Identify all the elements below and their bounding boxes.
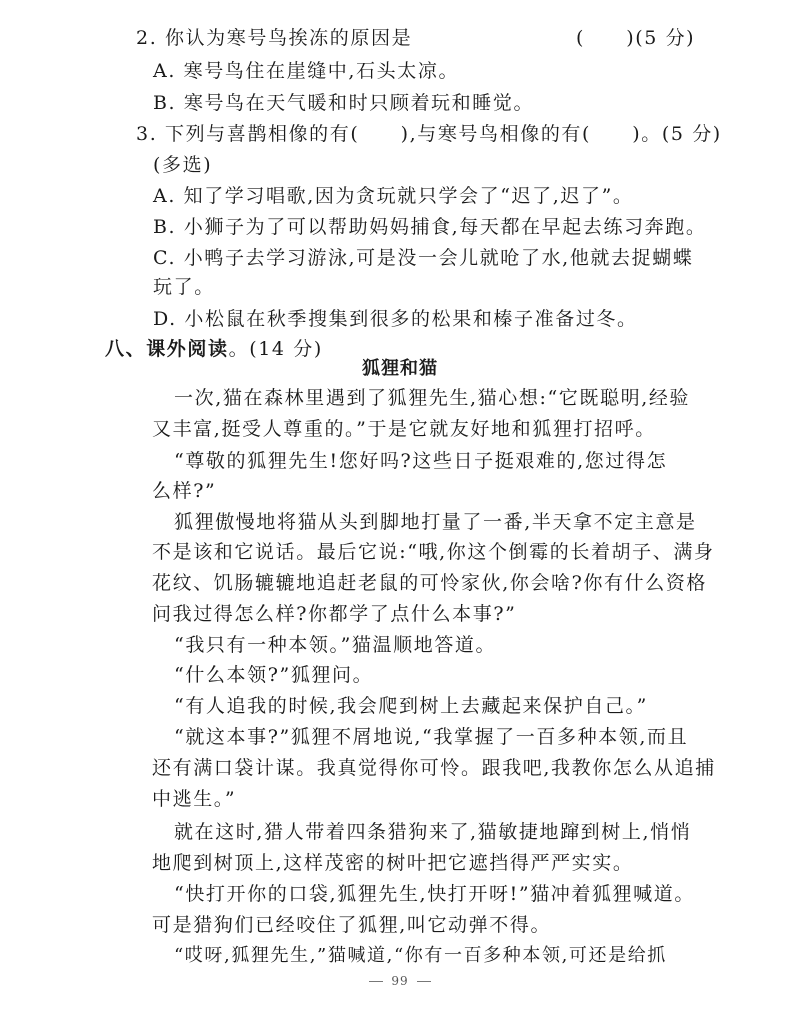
question-3-option-c-continued: 玩了。 <box>153 276 215 298</box>
passage-title: 狐狸和猫 <box>362 358 438 379</box>
passage-line: 花纹、饥肠辘辘地追赶老鼠的可怜家伙,你会啥?你有什么资格 <box>152 572 708 594</box>
section-8-label: 八、课外阅读 <box>105 338 229 360</box>
passage-line: 问我过得怎么样?你都学了点什么本事?” <box>152 603 517 625</box>
page-number: 99 <box>391 974 409 988</box>
passage-line: 么样?” <box>152 480 217 502</box>
question-3-option-b: B. 小狮子为了可以帮助妈妈捕食,每天都在早起去练习奔跑。 <box>153 216 707 238</box>
passage-line: “哎呀,狐狸先生,”猫喊道,“你有一百多种本领,可还是给抓 <box>174 945 667 966</box>
passage-line: “尊敬的狐狸先生!您好吗?这些日子挺艰难的,您过得怎 <box>174 450 668 472</box>
passage-line: 狐狸傲慢地将猫从头到脚地打量了一番,半天拿不定主意是 <box>174 511 697 533</box>
passage-line: 又丰富,挺受人尊重的。”于是它就友好地和狐狸打招呼。 <box>152 418 656 440</box>
footer-dash-left <box>369 981 383 982</box>
passage-line: “有人追我的时候,我会爬到树上去藏起来保护自己。” <box>174 695 648 717</box>
passage-line: “我只有一种本领。”猫温顺地答道。 <box>174 634 497 656</box>
question-3-option-a: A. 知了学习唱歌,因为贪玩就只学会了“迟了,迟了”。 <box>153 185 634 207</box>
passage-line: 地爬到树顶上,这样茂密的树叶把它遮挡得严严实实。 <box>152 852 634 874</box>
passage-line: “快打开你的口袋,狐狸先生,快打开呀!”猫冲着狐狸喊道。 <box>174 883 695 905</box>
page-footer <box>0 974 800 988</box>
passage-line: 不是该和它说话。最后它说:“哦,你这个倒霉的长着胡子、满身 <box>152 541 715 563</box>
section-8-score: 。(14 分) <box>228 338 323 360</box>
footer-dash-right <box>417 981 431 982</box>
passage-line: 中逃生。” <box>152 788 237 810</box>
question-3-note: (多选) <box>153 154 213 176</box>
question-2-stem: 2. 你认为寒号鸟挨冻的原因是 <box>136 27 413 49</box>
question-2-answer-blank: ( )(5 分) <box>576 27 696 49</box>
passage-line: 就在这时,猎人带着四条猎狗来了,猫敏捷地蹿到树上,悄悄 <box>174 821 692 843</box>
question-3-option-d: D. 小松鼠在秋季搜集到很多的松果和榛子准备过冬。 <box>153 308 638 330</box>
passage-line: “就这本事?”狐狸不屑地说,“我掌握了一百多种本领,而且 <box>174 726 689 748</box>
passage-line: 还有满口袋计谋。我真觉得你可怜。跟我吧,我教你怎么从追捕 <box>152 757 716 779</box>
question-3-stem: 3. 下列与喜鹊相像的有( ),与寒号鸟相像的有( )。(5 分) <box>136 123 722 145</box>
question-2-option-b: B. 寒号鸟在天气暖和时只顾着玩和睡觉。 <box>153 92 535 114</box>
passage-line: “什么本领?”狐狸问。 <box>174 664 374 686</box>
question-2-option-a: A. 寒号鸟住在崖缝中,石头太凉。 <box>153 60 460 82</box>
passage-line: 一次,猫在森林里遇到了狐狸先生,猫心想:“它既聪明,经验 <box>174 387 691 409</box>
question-3-option-c: C. 小鸭子去学习游泳,可是没一会儿就呛了水,他就去捉蝴蝶 <box>153 247 694 269</box>
passage-line: 可是猎狗们已经咬住了狐狸,叫它动弹不得。 <box>152 914 552 936</box>
